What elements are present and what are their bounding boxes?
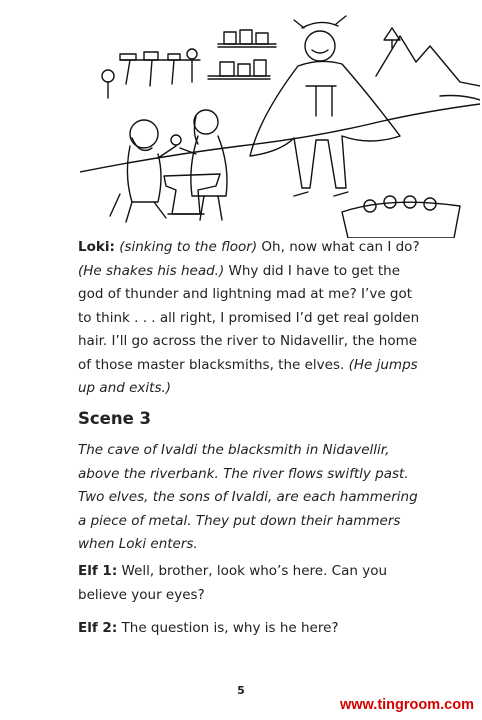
loki-figure xyxy=(250,16,400,196)
scene-heading: Scene 3 xyxy=(78,409,152,428)
speaker-elf2: Elf 2: xyxy=(78,620,118,636)
loki-paragraph xyxy=(78,236,426,401)
dialogue-text: Why did I have to get the god of thunder and lightning mad at me? I’ve got to think . . . all right, I promised I’d get real golden hair. I’ll go across the river to Nidavellir, the home of those master blacksmiths, the elves. xyxy=(78,262,420,373)
mountains-icon xyxy=(376,28,480,100)
basket-icon xyxy=(342,196,460,238)
elf1-paragraph xyxy=(78,560,426,607)
dialogue-text: Oh, now what can I do? xyxy=(257,239,420,255)
stage-direction: (He jumps up and exits.) xyxy=(78,356,418,396)
speaker-loki: Loki: xyxy=(78,239,115,255)
dialogue-text: The question is, why is he here? xyxy=(117,620,339,636)
tool-shelf-icon xyxy=(208,30,276,79)
speaker-elf1: Elf 1: xyxy=(78,563,118,579)
stage-direction: (sinking to the floor) xyxy=(119,239,258,255)
watermark: www.tingroom.com xyxy=(340,697,474,713)
elf2-paragraph xyxy=(78,617,426,641)
page-number: 5 xyxy=(237,684,245,697)
dialogue-text: Well, brother, look who’s here. Can you believe your eyes? xyxy=(78,563,388,603)
scene-description: The cave of Ivaldi the blacksmith in Nidavellir, above the riverbank. The river flows swiftly past. Two elves, the sons of Ivaldi, are each hammering a piece of metal. They put down their hammers when Loki enters. xyxy=(78,442,418,552)
hanging-hammers-icon xyxy=(102,49,200,98)
loki-and-elves-illustration xyxy=(80,6,480,238)
blacksmith-elf-figure xyxy=(110,120,181,222)
assistant-elf-figure xyxy=(180,110,227,220)
stage-direction: (He shakes his head.) xyxy=(78,262,225,279)
